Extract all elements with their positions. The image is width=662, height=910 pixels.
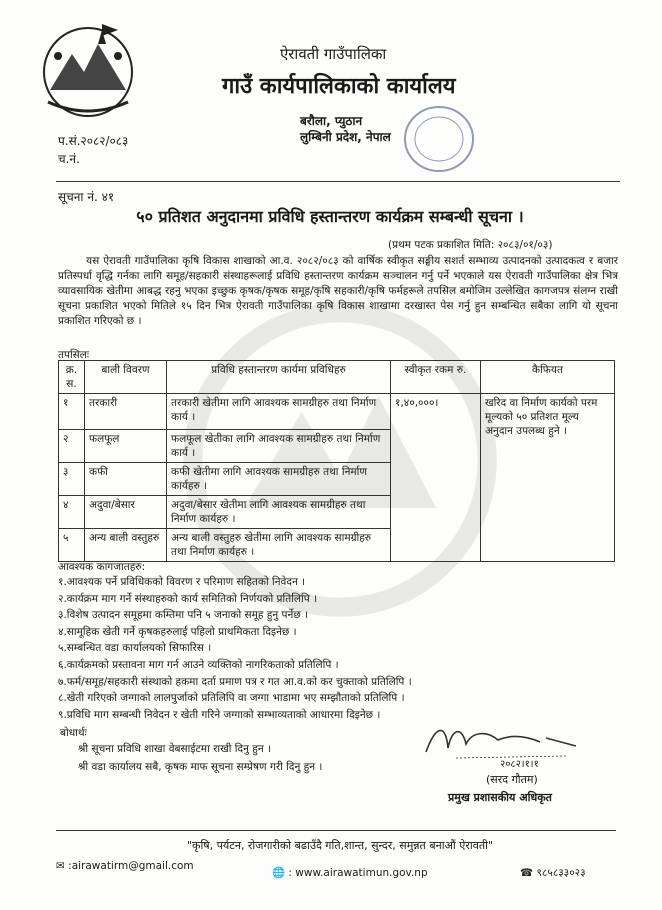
list-item: ६.कार्यक्रमको प्रस्तावना माग गर्न आउने व्यक्तिको नागरिकताको प्रतिलिपि । [58, 658, 339, 671]
nepal-government-emblem [28, 16, 148, 124]
list-item: ९.प्रविधि माग सम्बन्धी निवेदन र खेती गरिने जग्गाको सम्भाव्यताको आधारमा दिइनेछ । [58, 708, 381, 721]
signature-date: २०८२।१।१ [500, 759, 539, 770]
row-sn: २ [59, 430, 85, 463]
footer-email [56, 860, 194, 872]
website-text[interactable]: : www.airawatimun.gov.np [288, 867, 428, 879]
row-crop: कफी [85, 463, 167, 496]
row-sn: ५ [59, 529, 85, 562]
details-label: तपसिलः [58, 349, 90, 361]
row-tech: कफी खेतीमा लागि आवश्यक सामग्रीहरु तथा निर्माण कार्यहरु । [167, 463, 391, 496]
footer-slogan: "कृषि, पर्यटन, रोजगारीको बढाउँदै गति,शान्त, सुन्दर, समुन्नत बनाऔं ऐरावती" [186, 839, 494, 852]
remarks: खरिद वा निर्माण कार्यको परम मूल्यको ५० प्रतिशत मूल्य अनुदान उपलब्ध हुने । [481, 394, 615, 562]
email-icon: ✉ [56, 860, 65, 872]
dispatch-number: च.नं. [58, 152, 80, 166]
bodhartha-item: श्री सूचना प्रविधि शाखा वेबसाईटमा राखी दिनु हुन । [78, 743, 271, 755]
list-item: २.कार्यक्रम माग गर्ने संस्थाहरुको कार्य समितिको निर्णयको प्रतिलिपि । [58, 592, 318, 605]
footer-website [272, 866, 428, 879]
signatory-name: (सरद गौतम) [486, 773, 538, 786]
notice-number: सूचना नं. ४१ [58, 190, 115, 204]
bodhartha-item: श्री वडा कार्यालय सबै, कृषक माफ सूचना सम्प्रेषण गरी दिनु हुन । [78, 761, 323, 773]
row-sn: १ [59, 394, 85, 430]
row-sn: ४ [59, 496, 85, 529]
row-crop: तरकारी [85, 394, 167, 430]
phone-text: ९८५८३३०२३ [536, 867, 586, 879]
header-crop: बाली विवरण [85, 361, 167, 394]
approved-amount: १,४०,०००। [391, 394, 481, 562]
phone-icon: ☎ [520, 867, 534, 879]
header-tech: प्रविधि हस्तान्तरण कार्यमा प्रविधिहरु [167, 361, 391, 394]
row-crop: फलफूल [85, 430, 167, 463]
list-item: १.आवश्यक पर्ने प्रविधिकको विवरण र परिमाण सहितको निवेदन । [58, 576, 306, 588]
footer-phone [520, 866, 586, 880]
office-location: बरौला, प्युठान [300, 114, 363, 128]
fiscal-reference: प.सं.२०८२/०८३ [58, 134, 129, 148]
header-divider [56, 181, 620, 182]
program-table [58, 360, 615, 562]
notice-title: ५० प्रतिशत अनुदानमा प्रविधि हस्तान्तरण कार्यक्रम सम्बन्धी सूचना । [136, 207, 524, 226]
header-sn: क्र. स. [59, 361, 85, 394]
municipality-name: ऐरावती गाउँपालिका [280, 45, 387, 63]
row-tech: तरकारी खेतीमा लागि आवश्यक सामग्रीहरु तथा निर्माण कार्य । [167, 394, 391, 430]
documents-heading: आवश्यक कागजातहरु: [58, 561, 146, 573]
office-stamp [402, 102, 476, 176]
row-sn: ३ [59, 463, 85, 496]
row-tech: अन्य बाली वस्तुहरु खेतीमा लागि आवश्यक सामग्रीहरु तथा निर्माण कार्यहरु । [167, 529, 391, 562]
list-item: ४.सामूहिक खेती गर्ने कृषकहरुलाई पहिलो प्राथमिकता दिइनेछ । [58, 625, 297, 638]
bodhartha-heading: बोधार्थः [60, 727, 87, 739]
office-province: लुम्बिनी प्रदेश, नेपाल [300, 130, 391, 144]
notice-paragraph: यस ऐरावती गाउँपालिका कृषि विकास शाखाको आ.व. २०८२/०८३ को वार्षिक स्वीकृत सङ्घीय सशर्त सम्भाव्य उत्पादनको उत्पादकत्व र बजार प्रतिस्पर्धा वृद्धि गर्नका लागि समूह/सहकारी संस्थाहरूलाई प्रविधि हस्तान्तरण कार्यक्रम सञ्चालन गर्नु पर्ने भएकाले यस ऐरावती गाउँपालिका क्षेत्र भित्र व्यावसायिक खेतीमा आबद्ध रहनु भएका इच्छुक कृषक/कृषक समूह/कृषि सहकारी/कृषि फर्महरूले तपसिल बमोजिम उल्लेखित कागजपत्र संलग्न राखी सूचना प्रकाशित भएको मितिले १५ दिन भित्र ऐरावती गाउँपालिका कृषि विकास शाखामा दरखास्त पेस गर्नु हुन सम्बन्धित सबैका लागि यो सूचना प्रकाशित गरिएको छ । [58, 255, 618, 327]
list-item: ८.खेती गरिएको जग्गाको लालपुर्जाको प्रतिलिपि वा जग्गा भाडामा भए सम्झौताको प्रतिलिपि । [58, 692, 405, 705]
header-amount: स्वीकृत रकम रु. [391, 361, 481, 394]
row-tech: अदुवा/बेसार खेतीमा लागि आवश्यक सामग्रीहरु तथा निर्माण कार्यहरु । [167, 496, 391, 529]
row-crop: अन्य बाली वस्तुहरु [85, 529, 167, 562]
email-text[interactable]: :airawatirm@gmail.com [68, 860, 194, 872]
row-crop: अदुवा/बेसार [85, 496, 167, 529]
publication-date: (प्रथम पटक प्रकाशित मिति: २०८३/०१/०३) [388, 239, 553, 251]
globe-icon: 🌐 [272, 867, 286, 879]
table-row [59, 394, 615, 430]
list-item: ५.सम्बन्धित वडा कार्यालयको सिफारिस । [58, 642, 212, 655]
header-remarks: कैफियत [481, 361, 615, 394]
table-header-row [59, 361, 615, 394]
list-item: ७.फर्म/समूह/सहकारी संस्थाको हकमा दर्ता प्रमाण पत्र र गत आ.व.को कर चुक्ताको प्रतिलिपि । [58, 675, 412, 688]
documents-list [58, 574, 618, 723]
office-name: गाउँ कार्यपालिकाको कार्यालय [222, 74, 456, 99]
row-tech: फलफूल खेतीका लागि आवश्यक सामग्रीहरु तथा निर्माण कार्य । [167, 430, 391, 463]
signatory-title: प्रमुख प्रशासकीय अधिकृत [448, 791, 552, 804]
footer-divider [56, 830, 616, 831]
list-item: ३.विशेष उत्पादन समूहमा कम्तिमा पनि ५ जनाको समूह हुनु पर्नेछ । [58, 609, 309, 622]
